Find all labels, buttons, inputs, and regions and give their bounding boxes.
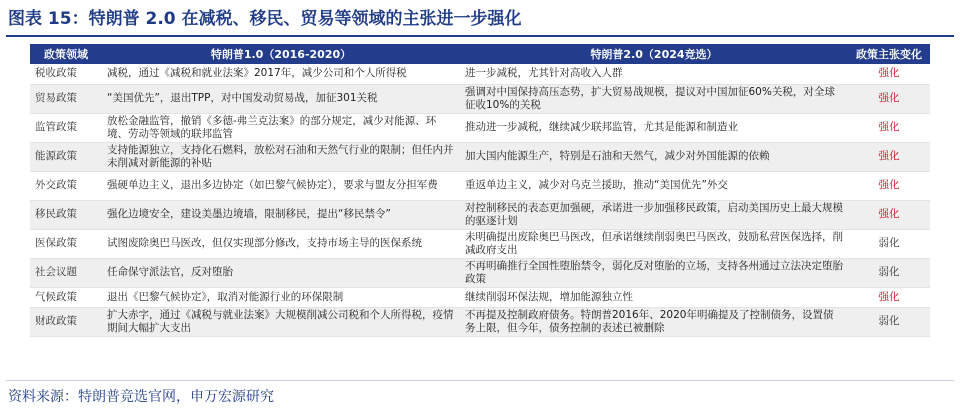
cell-area: 气候政策 bbox=[30, 287, 102, 307]
table-row bbox=[30, 200, 930, 229]
table-row bbox=[30, 307, 930, 336]
cell-trump1: 退出《巴黎气候协定》，取消对能源行业的环保限制 bbox=[102, 287, 460, 307]
cell-area: 贸易政策 bbox=[30, 84, 102, 113]
cell-trump2: 不再提及控制政府债务。特朗普2016年、2020年明确提及了控制债务，设置债务上限，但今年，债务控制的表述已被删除 bbox=[460, 307, 848, 336]
cell-trump1: 试图废除奥巴马医改，但仅实现部分修改，支持市场主导的医保系统 bbox=[102, 229, 460, 258]
cell-area: 移民政策 bbox=[30, 200, 102, 229]
table-row bbox=[30, 64, 930, 84]
header-area: 政策领域 bbox=[30, 44, 102, 64]
cell-change: 弱化 bbox=[848, 307, 930, 336]
cell-trump2: 不再明确推行全国性堕胎禁令，弱化反对堕胎的立场，支持各州通过立法决定堕胎政策 bbox=[460, 258, 848, 287]
cell-area: 医保政策 bbox=[30, 229, 102, 258]
cell-area: 外交政策 bbox=[30, 171, 102, 200]
table-row bbox=[30, 287, 930, 307]
cell-change: 弱化 bbox=[848, 258, 930, 287]
table-row bbox=[30, 258, 930, 287]
cell-area: 监管政策 bbox=[30, 113, 102, 142]
cell-change: 强化 bbox=[848, 200, 930, 229]
cell-trump1: 强化边境安全，建设美墨边境墙，限制移民，提出“移民禁令” bbox=[102, 200, 460, 229]
table-row bbox=[30, 171, 930, 200]
cell-change: 强化 bbox=[848, 84, 930, 113]
header-change: 政策主张变化 bbox=[848, 44, 930, 64]
cell-trump2: 重返单边主义，减少对乌克兰援助，推动“美国优先”外交 bbox=[460, 171, 848, 200]
cell-area: 能源政策 bbox=[30, 142, 102, 171]
cell-trump2: 进一步减税，尤其针对高收入人群 bbox=[460, 64, 848, 84]
header-trump2: 特朗普2.0（2024竞选） bbox=[460, 44, 848, 64]
cell-trump1: 减税，通过《减税和就业法案》2017年，减少公司和个人所得税 bbox=[102, 64, 460, 84]
policy-table bbox=[30, 44, 930, 337]
table-header-row bbox=[30, 44, 930, 64]
cell-trump1: “美国优先”，退出TPP，对中国发动贸易战，加征301关税 bbox=[102, 84, 460, 113]
cell-trump1: 强硬单边主义，退出多边协定（如巴黎气候协定），要求与盟友分担军费 bbox=[102, 171, 460, 200]
cell-change: 强化 bbox=[848, 64, 930, 84]
cell-trump2: 推动进一步减税，继续减少联邦监管，尤其是能源和制造业 bbox=[460, 113, 848, 142]
cell-change: 强化 bbox=[848, 287, 930, 307]
table-row bbox=[30, 84, 930, 113]
cell-trump1: 任命保守派法官，反对堕胎 bbox=[102, 258, 460, 287]
cell-trump2: 未明确提出废除奥巴马医改，但承诺继续削弱奥巴马医改，鼓励私营医保选择，削减政府支出 bbox=[460, 229, 848, 258]
cell-trump2: 继续削弱环保法规，增加能源独立性 bbox=[460, 287, 848, 307]
cell-area: 税收政策 bbox=[30, 64, 102, 84]
cell-trump1: 放松金融监管，撤销《多德-弗兰克法案》的部分规定，减少对能源、环境、劳动等领域的联邦监管 bbox=[102, 113, 460, 142]
cell-trump2: 加大国内能源生产，特别是石油和天然气，减少对外国能源的依赖 bbox=[460, 142, 848, 171]
cell-change: 强化 bbox=[848, 113, 930, 142]
header-trump1: 特朗普1.0（2016-2020） bbox=[102, 44, 460, 64]
cell-trump1: 扩大赤字，通过《减税与就业法案》大规模削减公司税和个人所得税，疫情期间大幅扩大支出 bbox=[102, 307, 460, 336]
table-row bbox=[30, 113, 930, 142]
figure-title: 图表 15：特朗普 2.0 在减税、移民、贸易等领域的主张进一步强化 bbox=[8, 9, 522, 29]
title-divider bbox=[6, 35, 954, 37]
cell-area: 社会议题 bbox=[30, 258, 102, 287]
cell-trump2: 强调对中国保持高压态势，扩大贸易战规模，提议对中国加征60%关税，对全球征收10%的关税 bbox=[460, 84, 848, 113]
cell-change: 强化 bbox=[848, 171, 930, 200]
cell-trump1: 支持能源独立，支持化石燃料，放松对石油和天然气行业的限制；但任内并未削减对新能源的补贴 bbox=[102, 142, 460, 171]
bottom-divider bbox=[6, 380, 954, 381]
cell-trump2: 对控制移民的表态更加强硬，承诺进一步加强移民政策，启动美国历史上最大规模的驱逐计划 bbox=[460, 200, 848, 229]
cell-change: 弱化 bbox=[848, 229, 930, 258]
table-row bbox=[30, 229, 930, 258]
source-note: 资料来源：特朗普竞选官网，申万宏源研究 bbox=[8, 389, 274, 405]
cell-area: 财政政策 bbox=[30, 307, 102, 336]
table-body bbox=[30, 64, 930, 336]
table-row bbox=[30, 142, 930, 171]
cell-change: 强化 bbox=[848, 142, 930, 171]
